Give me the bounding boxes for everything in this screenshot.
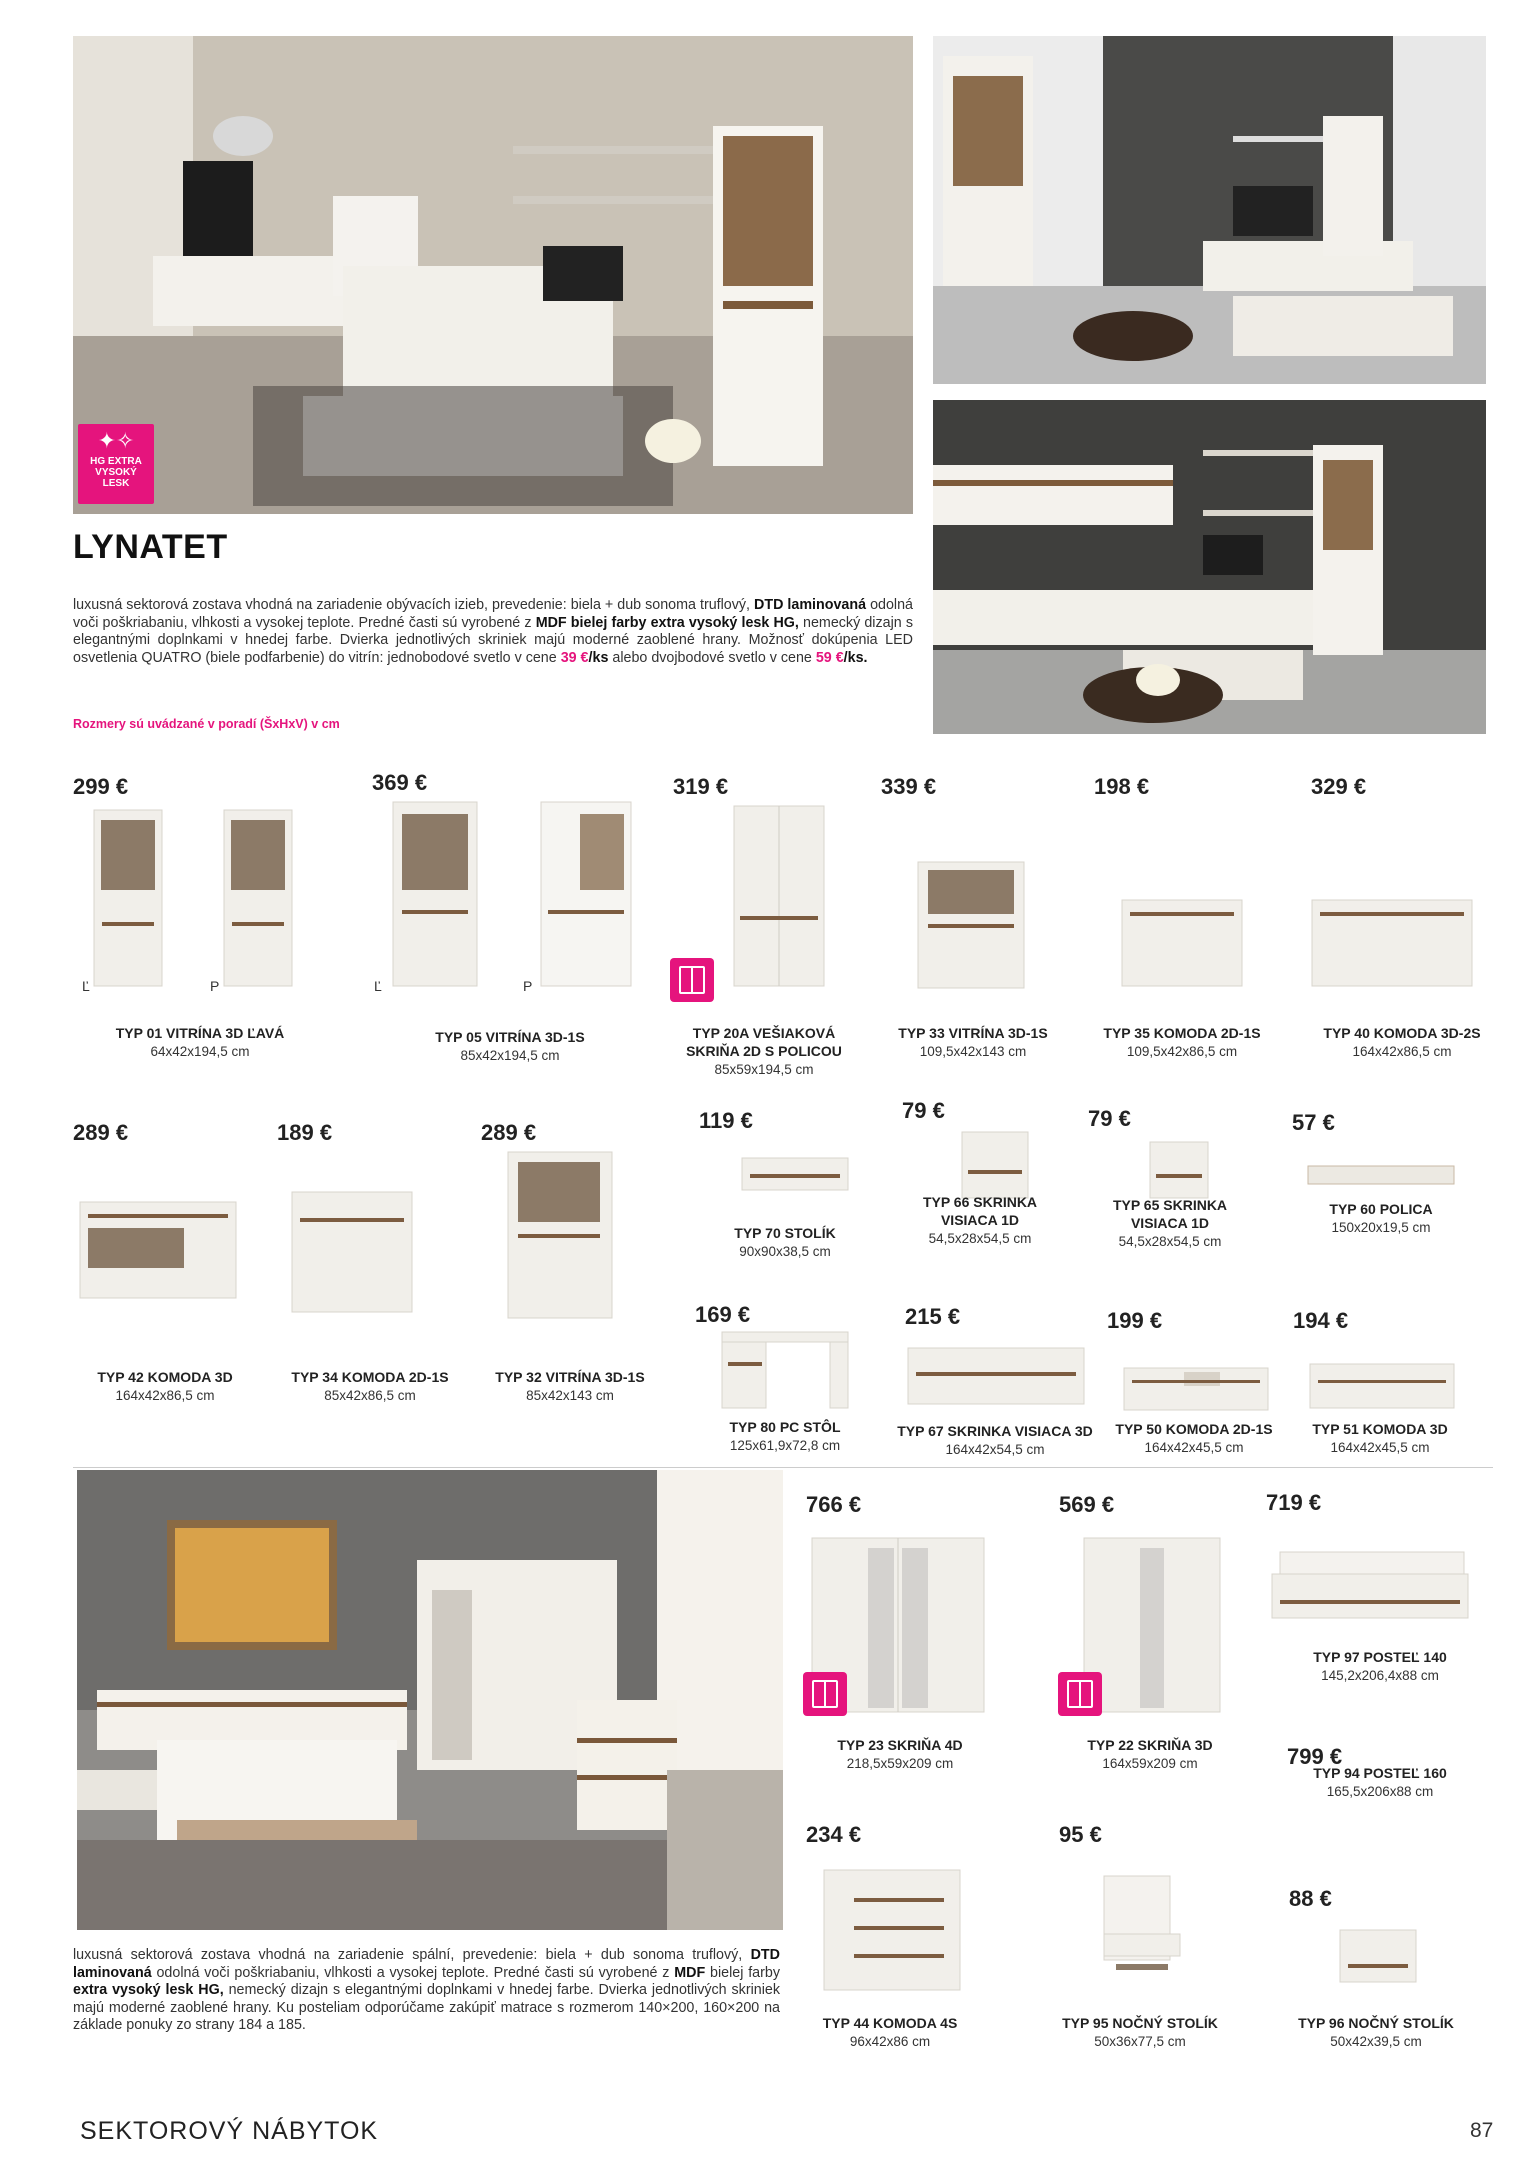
side-label-right-2: P: [523, 978, 533, 994]
typ35-illustration: [1120, 898, 1244, 988]
bedroom-description: [73, 1947, 780, 2035]
dims-typ23: 218,5x59x209 cm: [846, 1756, 954, 1771]
name-typ94: TYP 94 POSTEĽ 160: [1313, 1765, 1447, 1781]
page-number: 87: [1470, 2119, 1494, 2142]
dims-typ51: 164x42x45,5 cm: [1330, 1440, 1430, 1455]
side-label-left-1: Ľ: [82, 978, 90, 994]
name-typ44: TYP 44 KOMODA 4S: [822, 2015, 958, 2031]
name-typ23: TYP 23 SKRIŇA 4D: [837, 1737, 963, 1753]
wardrobe-badge-icon: [670, 958, 714, 1002]
price-typ97: 719 €: [1266, 1490, 1322, 1515]
bedroom-text-text-part: MDF: [674, 1964, 706, 1981]
intro-text-part: alebo dvojbodové svetlo v cene: [608, 649, 816, 666]
typ96-illustration: [1338, 1928, 1418, 1988]
typ65-illustration: [1148, 1140, 1210, 1200]
badge-line-2: VYSOKÝ: [95, 467, 137, 478]
price-typ70: 119 €: [699, 1108, 753, 1133]
price-typ50: 199 €: [1107, 1308, 1163, 1333]
name-typ40: TYP 40 KOMODA 3D-2S: [1323, 1025, 1481, 1041]
typ20a-illustration: [732, 804, 828, 988]
typ50-illustration: [1122, 1366, 1270, 1412]
price-typ22: 569 €: [1059, 1492, 1115, 1517]
name-typ20a: TYP 20A VEŠIAKOVÁ SKRIŇA 2D S POLICOU: [686, 1025, 842, 1059]
intro-text-part: odolná voči poškriabaniu, vlhkosti a vysokej teplote. Predné časti sú vyrobené z: [73, 597, 914, 631]
bedroom-text-text-part: DTD laminovaná: [73, 1947, 780, 1981]
dims-typ95: 50x36x77,5 cm: [1094, 2034, 1186, 2049]
sparkle-icon: ✦✧: [97, 428, 135, 453]
dims-typ35: 109,5x42x86,5 cm: [1126, 1044, 1238, 1059]
living-room-photo-2: [933, 36, 1486, 384]
typ42-illustration: [78, 1200, 238, 1300]
price-typ65: 79 €: [1088, 1106, 1131, 1131]
intro-text-part: MDF bielej farby extra vysoký lesk HG,: [535, 614, 799, 631]
name-typ70: TYP 70 STOLÍK: [734, 1225, 836, 1241]
dims-typ33: 109,5x42x143 cm: [919, 1044, 1027, 1059]
section-footer-title: SEKTOROVÝ NÁBYTOK: [80, 2117, 379, 2145]
dims-typ05: 85x42x194,5 cm: [460, 1048, 560, 1063]
name-typ97: TYP 97 POSTEĽ 140: [1313, 1649, 1447, 1665]
name-typ32: TYP 32 VITRÍNA 3D-1S: [495, 1369, 645, 1385]
price-typ20a: 319 €: [673, 774, 729, 799]
side-label-right-1: P: [210, 978, 220, 994]
name-typ05: TYP 05 VITRÍNA 3D-1S: [435, 1029, 585, 1045]
intro-description: [73, 597, 913, 667]
wardrobe-3d-badge-icon: [1058, 1672, 1102, 1716]
badge-line-1: HG EXTRA: [90, 456, 142, 467]
dims-typ44: 96x42x86 cm: [849, 2034, 931, 2049]
name-typ33: TYP 33 VITRÍNA 3D-1S: [898, 1025, 1048, 1041]
dims-typ20a: 85x59x194,5 cm: [714, 1062, 814, 1077]
price-typ96: 88 €: [1289, 1886, 1332, 1911]
typ05-illustration: [388, 800, 638, 988]
dims-typ32: 85x42x143 cm: [526, 1388, 614, 1403]
price-typ01: 299 €: [73, 774, 129, 799]
intro-text-part: /ks.: [843, 649, 868, 666]
typ66-illustration: [960, 1130, 1030, 1200]
dims-typ70: 90x90x38,5 cm: [739, 1244, 831, 1259]
price-typ80: 169 €: [695, 1302, 751, 1327]
name-typ34: TYP 34 KOMODA 2D-1S: [291, 1369, 449, 1385]
name-typ96: TYP 96 NOČNÝ STOLÍK: [1298, 2015, 1454, 2031]
bedroom-photo: [77, 1470, 783, 1930]
typ60-illustration: [1306, 1160, 1456, 1190]
dims-typ67: 164x42x54,5 cm: [945, 1442, 1045, 1457]
intro-text-part: /ks: [588, 649, 609, 666]
intro-text-part: luxusná sektorová zostava vhodná na zariadenie obývacích izieb, prevedenie: biela + dub sonoma truflový,: [73, 597, 755, 613]
dimensions-note: Rozmery sú uvádzané v poradí (ŠxHxV) v cm: [73, 717, 340, 731]
name-typ66: TYP 66 SKRINKA VISIACA 1D: [922, 1194, 1038, 1228]
price-typ51: 194 €: [1293, 1308, 1349, 1333]
name-typ95: TYP 95 NOČNÝ STOLÍK: [1062, 2015, 1218, 2031]
dims-typ60: 150x20x19,5 cm: [1331, 1220, 1431, 1235]
hg-extra-gloss-badge: [78, 424, 154, 504]
dims-typ22: 164x59x209 cm: [1102, 1756, 1198, 1771]
intro-text-part: 39 €: [560, 649, 589, 666]
price-typ34: 189 €: [277, 1120, 333, 1145]
typ44-illustration: [822, 1868, 962, 1992]
name-typ80: TYP 80 PC STÔL: [729, 1419, 841, 1435]
bedroom-text-text-part: extra vysoký lesk HG,: [73, 1982, 224, 1999]
dims-typ65: 54,5x28x54,5 cm: [1118, 1234, 1222, 1249]
wardrobe-4d-badge-icon: [803, 1672, 847, 1716]
name-typ35: TYP 35 KOMODA 2D-1S: [1103, 1025, 1261, 1041]
price-typ60: 57 €: [1292, 1110, 1335, 1135]
price-typ94: 799 €: [1287, 1744, 1343, 1769]
price-typ66: 79 €: [902, 1098, 945, 1123]
dims-typ42: 164x42x86,5 cm: [115, 1388, 215, 1403]
name-typ50: TYP 50 KOMODA 2D-1S: [1115, 1421, 1273, 1437]
section-divider: [73, 1467, 1493, 1468]
dims-typ40: 164x42x86,5 cm: [1352, 1044, 1452, 1059]
dims-typ96: 50x42x39,5 cm: [1330, 2034, 1422, 2049]
dims-typ80: 125x61,9x72,8 cm: [729, 1438, 841, 1453]
price-typ95: 95 €: [1059, 1822, 1102, 1847]
typ34-illustration: [290, 1190, 414, 1314]
dims-typ66: 54,5x28x54,5 cm: [928, 1231, 1032, 1246]
name-typ01: TYP 01 VITRÍNA 3D ĽAVÁ: [115, 1025, 285, 1041]
typ67-illustration: [906, 1346, 1086, 1406]
typ97-illustration: [1270, 1548, 1470, 1628]
dims-typ50: 164x42x45,5 cm: [1144, 1440, 1244, 1455]
page-title: LYNATET: [73, 528, 228, 566]
intro-text-part: nemecký dizajn s elegantnými doplnkami v hnedej farbe. Dvierka jednotlivých skriniek majú moderné zaoblené hrany. Možnosť dokúpenia LED osvetlenia QUATRO (biele podfarbenie) do vitrín: jednobodové svetlo v cene: [73, 614, 913, 666]
living-room-photo-3: [933, 400, 1486, 734]
bedroom-text-text-part: nemecký dizajn s elegantnými doplnkami v hnedej farbe. Dvierka jednotlivých skriniek majú moderné zaoblené hrany. Ku posteliam odporúčame zakúpiť matrace s rozmerom 140×200, 160×200 na základe ponuky zo strany 184 a 185.: [73, 1982, 780, 2034]
typ40-illustration: [1310, 898, 1474, 988]
typ32-illustration: [506, 1150, 614, 1320]
typ22-illustration: [1082, 1536, 1222, 1714]
price-typ42: 289 €: [73, 1120, 129, 1145]
price-typ32: 289 €: [481, 1120, 537, 1145]
price-typ67: 215 €: [905, 1304, 961, 1329]
bedroom-text-text-part: bielej farby: [705, 1964, 780, 1981]
typ70-illustration: [740, 1150, 850, 1200]
name-typ22: TYP 22 SKRIŇA 3D: [1087, 1737, 1213, 1753]
price-typ23: 766 €: [806, 1492, 862, 1517]
dims-typ01: 64x42x194,5 cm: [150, 1044, 250, 1059]
dims-typ97: 145,2x206,4x88 cm: [1321, 1668, 1439, 1683]
side-label-left-2: Ľ: [374, 978, 382, 994]
living-room-photo-main: [73, 36, 913, 514]
typ95-illustration: [1100, 1874, 1184, 1984]
typ01-illustration: [88, 808, 308, 988]
name-typ42: TYP 42 KOMODA 3D: [97, 1369, 233, 1385]
name-typ65: TYP 65 SKRINKA VISIACA 1D: [1112, 1197, 1228, 1231]
name-typ67: TYP 67 SKRINKA VISIACA 3D: [897, 1423, 1093, 1439]
bedroom-text-text-part: odolná voči poškriabaniu, vlhkosti a vysokej teplote. Predné časti sú vyrobené z: [151, 1964, 675, 1981]
intro-text-part: DTD laminovaná: [754, 597, 867, 613]
badge-line-3: LESK: [102, 478, 130, 489]
typ80-illustration: [720, 1330, 850, 1410]
price-typ40: 329 €: [1311, 774, 1367, 799]
dims-typ34: 85x42x86,5 cm: [324, 1388, 416, 1403]
price-typ05: 369 €: [372, 770, 428, 795]
dims-typ94: 165,5x206x88 cm: [1326, 1784, 1434, 1799]
intro-text-part: 59 €: [815, 649, 844, 666]
name-typ60: TYP 60 POLICA: [1329, 1201, 1433, 1217]
price-typ33: 339 €: [881, 774, 937, 799]
name-typ51: TYP 51 KOMODA 3D: [1312, 1421, 1448, 1437]
price-typ44: 234 €: [806, 1822, 862, 1847]
typ51-illustration: [1308, 1362, 1456, 1410]
bedroom-text-text-part: luxusná sektorová zostava vhodná na zariadenie spální, prevedenie: biela + dub sonoma truflový,: [73, 1947, 751, 1963]
typ33-illustration: [916, 860, 1028, 990]
price-typ35: 198 €: [1094, 774, 1150, 799]
